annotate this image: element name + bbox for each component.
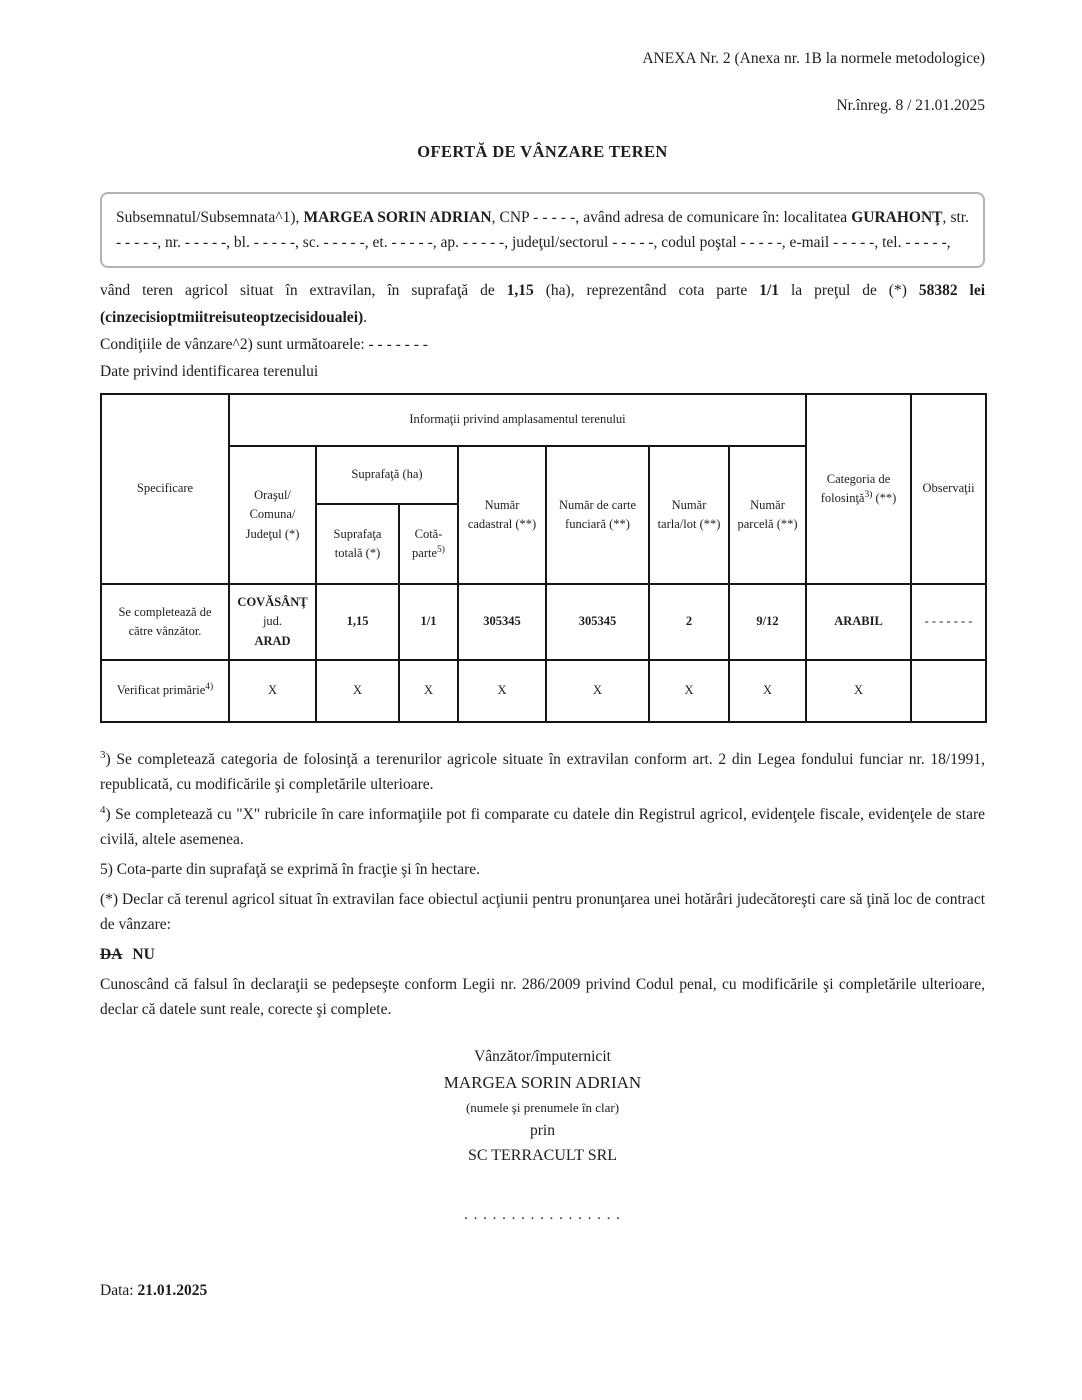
verified-observations-cell xyxy=(911,660,986,722)
header-cell-categoria xyxy=(806,394,911,584)
registration-number-line: Nr.înreg. 8 / 21.01.2025 xyxy=(836,97,985,114)
seller-name: MARGEA SORIN ADRIAN xyxy=(303,209,492,226)
land-area-value: 1,15 xyxy=(506,282,534,299)
seller-row-label: Se completează de către vânzător. xyxy=(101,584,229,660)
signature-via: prin xyxy=(530,1122,555,1139)
verified-mark-cell: X xyxy=(546,660,649,722)
categoria-label: Categoria de folosinţă xyxy=(820,471,891,505)
nu-option: NU xyxy=(132,946,155,963)
intro-cnp-segment: , CNP - - - - -, având adresa de comunicare în: localitatea xyxy=(491,209,852,226)
sale-text-3: la preţul de (*) xyxy=(779,282,919,299)
sale-text-5: . xyxy=(363,309,368,326)
header-cell-observatii: Observaţii xyxy=(911,394,986,584)
sale-text-2: (ha), reprezentând cota parte xyxy=(533,282,760,299)
price-in-words: (cinzecisioptmiitreisuteoptzecisidoualei) xyxy=(100,309,364,326)
seller-jud-label: jud. xyxy=(262,614,283,629)
header-cell-specificare: Specificare xyxy=(101,394,229,584)
header-cell-info-group: Informaţii privind amplasamentul terenului xyxy=(229,394,806,446)
page-title: OFERTĂ DE VÂNZARE TEREN xyxy=(417,142,668,161)
verified-mark-cell: X xyxy=(399,660,458,722)
applicant-info-box xyxy=(100,192,985,268)
footnote-3-text: ) Se completează categoria de folosinţă a terenurilor agricole situate în extravilan conform art. 2 din Legea fondului funciar nr. 18/1991, republicată, cu modificările şi completările ulterioare. xyxy=(100,751,985,793)
intro-prefix: Subsemnatul/Subsemnata^1), xyxy=(116,209,304,226)
footnotes-section xyxy=(100,747,985,1022)
seller-tarla-cell: 2 xyxy=(649,584,729,660)
signature-company: SC TERRACULT SRL xyxy=(467,1147,618,1164)
annex-line: ANEXA Nr. 2 (Anexa nr. 1B la normele metodologice) xyxy=(642,50,985,67)
footnote-4 xyxy=(100,802,985,852)
signature-dotted-line: . . . . . . . . . . . . . . . . . xyxy=(464,1207,621,1223)
cota-parte-superscript: 5) xyxy=(437,544,445,555)
verified-label-text: Verificat primărie xyxy=(116,683,206,698)
seller-locality: GURAHONŢ xyxy=(851,209,943,226)
seller-county: ARAD xyxy=(254,633,291,648)
seller-area-cell: 1,15 xyxy=(316,584,399,660)
signature-note: (numele şi prenumele în clar) xyxy=(465,1100,620,1115)
footnote-3-marker: 3 xyxy=(100,748,106,761)
header-cell-numar-carte: Număr de carte funciară (**) xyxy=(546,446,649,584)
header-cell-suprafata-totala: Suprafaţa totală (*) xyxy=(316,504,399,584)
header-cell-suprafata-group: Suprafaţă (ha) xyxy=(316,446,458,504)
seller-cadastral-cell: 305345 xyxy=(458,584,546,660)
cota-parte-label: Cotă-parte xyxy=(412,526,443,560)
footnote-4-marker: 4 xyxy=(100,803,106,816)
seller-share-cell: 1/1 xyxy=(399,584,458,660)
header-cell-orasul: Oraşul/ Comuna/ Judeţul (*) xyxy=(229,446,316,584)
verified-mark-cell: X xyxy=(649,660,729,722)
verified-label-superscript: 4) xyxy=(205,682,214,693)
applicant-info-paragraph xyxy=(116,205,969,255)
verified-mark-cell: X xyxy=(729,660,806,722)
categoria-suffix: (**) xyxy=(872,491,897,505)
verified-data-row xyxy=(101,660,986,722)
sale-text-1: vând teren agricol situat în extravilan, în suprafaţă de xyxy=(100,282,507,299)
footnote-3 xyxy=(100,747,985,797)
signature-block xyxy=(100,1044,985,1224)
land-identification-table xyxy=(100,393,987,723)
signature-name: MARGEA SORIN ADRIAN xyxy=(443,1073,642,1092)
verified-row-label xyxy=(101,660,229,722)
date-line xyxy=(100,1282,985,1300)
footnote-5: 5) Cota-parte din suprafaţă se exprimă în fracţie şi în hectare. xyxy=(100,861,481,878)
seller-parcela-cell: 9/12 xyxy=(729,584,806,660)
ownership-share-value: 1/1 xyxy=(759,282,780,299)
sale-conditions-line: Condiţiile de vânzare^2) sunt următoarele: - - - - - - - xyxy=(100,336,428,353)
da-option-struck: DA xyxy=(100,946,123,963)
da-nu-choice-line xyxy=(100,942,985,967)
header-cell-numar-tarla: Număr tarla/lot (**) xyxy=(649,446,729,584)
verified-mark-cell: X xyxy=(458,660,546,722)
court-declaration-paragraph: (*) Declar că terenul agricol situat în extravilan face obiectul acţiunii pentru pronunţarea unei hotărâri judecătoreşti care să ţină loc de contract de vânzare: xyxy=(100,891,985,933)
price-value: 58382 lei xyxy=(918,282,986,299)
intro-address-segment: , str. - - - - -, nr. - - - - -, bl. - - - - -, sc. - - - - -, et. - - - - -, ap. - - - - -, judeţul/sectorul - - - - -, codul poştal - - - - -, e-mail - - - - -, tel. - - - - -, xyxy=(116,209,969,251)
seller-city: COVĂSÂNŢ xyxy=(237,594,308,609)
criminal-liability-paragraph: Cunoscând că falsul în declaraţii se pedepseşte conform Legii nr. 286/2009 privind Codul penal, cu modificările şi completările ulterioare, declar că datele sunt reale, corecte şi complete. xyxy=(100,976,985,1018)
header-cell-cota-parte xyxy=(399,504,458,584)
verified-mark-cell: X xyxy=(316,660,399,722)
seller-location-cell xyxy=(229,584,316,660)
header-cell-numar-parcela: Număr parcelă (**) xyxy=(729,446,806,584)
date-label: Data: xyxy=(100,1282,138,1299)
seller-observations-cell: - - - - - - - xyxy=(911,584,986,660)
sale-offer-paragraph xyxy=(100,277,985,331)
categoria-superscript: 3) xyxy=(864,489,873,500)
seller-data-row xyxy=(101,584,986,660)
date-value: 21.01.2025 xyxy=(137,1282,208,1299)
verified-mark-cell: X xyxy=(806,660,911,722)
seller-land-book-cell: 305345 xyxy=(546,584,649,660)
verified-mark-cell: X xyxy=(229,660,316,722)
seller-category-cell: ARABIL xyxy=(806,584,911,660)
signature-role: Vânzător/împuternicit xyxy=(474,1048,611,1065)
land-identification-heading: Date privind identificarea terenului xyxy=(100,363,319,380)
footnote-4-text: ) Se completează cu "X" rubricile în care informaţiile pot fi comparate cu datele din Registrul agricol, evidenţele fiscale, evidenţele de stare civilă, altele asemenea. xyxy=(100,806,985,848)
header-cell-numar-cadastral: Număr cadastral (**) xyxy=(458,446,546,584)
